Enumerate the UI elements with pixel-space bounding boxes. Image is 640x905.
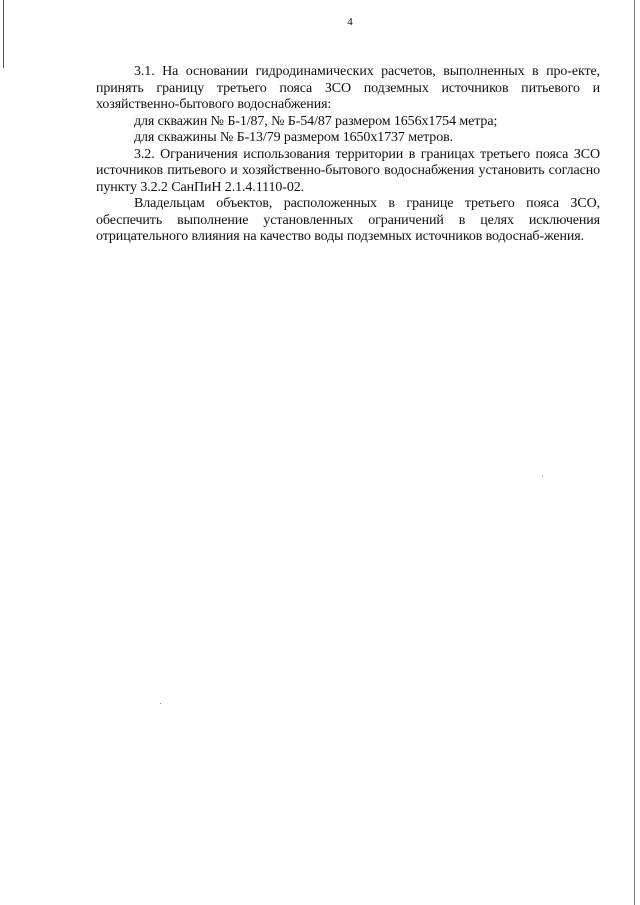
well-line-2: для скважины № Б-13/79 размером 1650х1737 метров. <box>134 130 454 145</box>
document-body <box>96 64 600 246</box>
scan-speck <box>542 476 543 477</box>
paragraph-3-1: 3.1. На основании гидродинамических расчетов, выполненных в про-екте, принять границу третьего пояса ЗСО подземных источников питьевого и хозяйственно-бытового водоснабжения: <box>96 64 600 112</box>
paragraph-3-2: 3.2. Ограничения использования территории в границах третьего пояса ЗСО источников питьевого и хозяйственно-бытового водоснабжения установить согласно пункту 3.2.2 СанПиН 2.1.4.1110-02. <box>96 146 600 195</box>
paragraph-owners: Владельцам объектов, расположенных в границе третьего пояса ЗСО, обеспечить выполнение установленных ограничений в целях исключения отрицательного влияния на качество воды подземных источников водоснаб-жения. <box>96 196 600 244</box>
scan-edge-left <box>3 0 4 68</box>
scan-speck <box>160 703 161 704</box>
well-line-1: для скважин № Б-1/87, № Б-54/87 размером 1656х1754 метра; <box>134 113 498 129</box>
page-number: 4 <box>347 16 353 28</box>
scan-edge-right <box>634 0 635 905</box>
